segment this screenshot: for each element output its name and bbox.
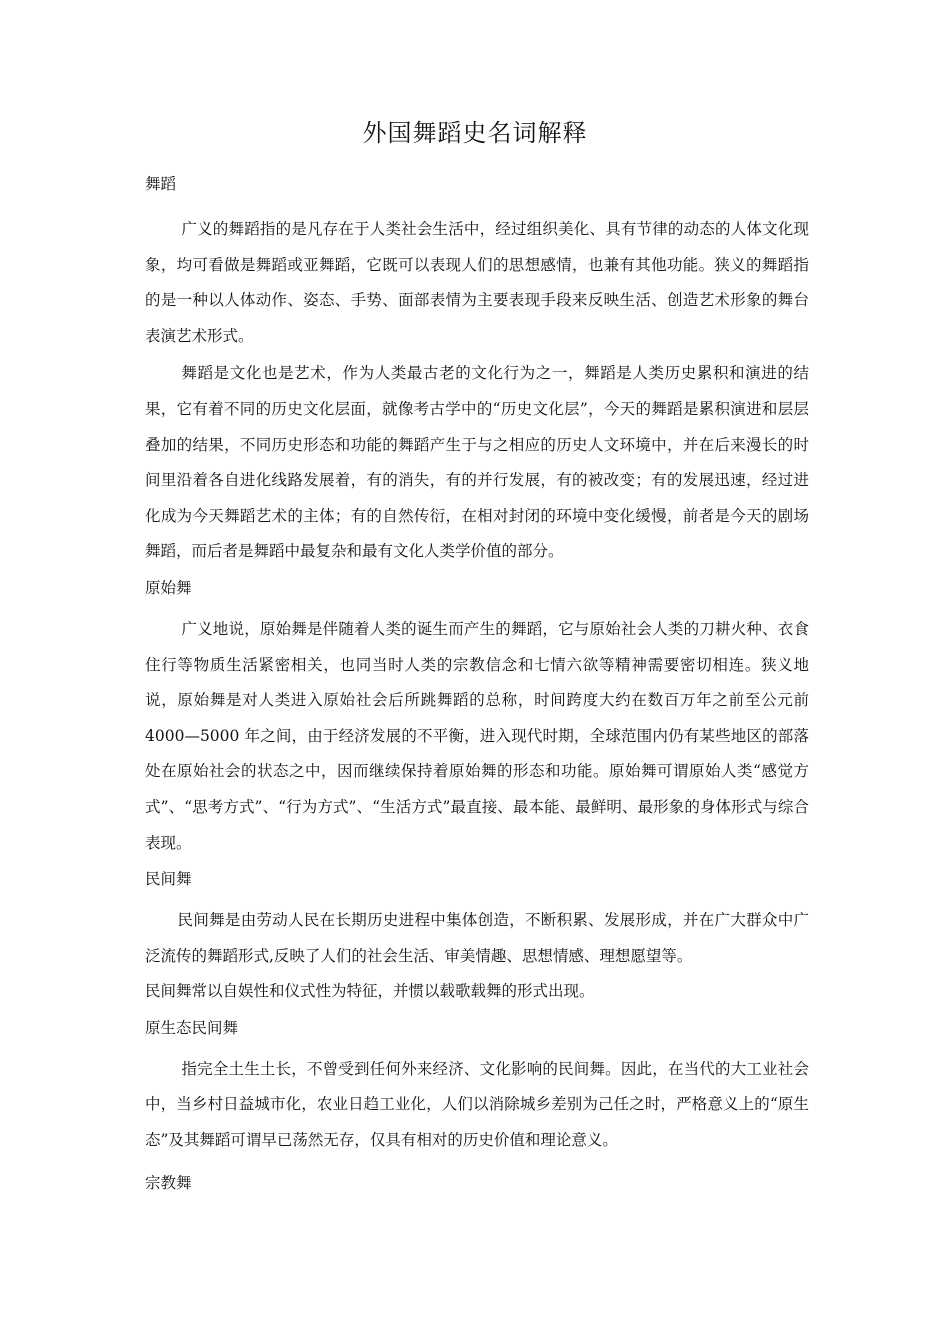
paragraph-folk-dance-definition: 民间舞是由劳动人民在长期历史进程中集体创造，不断积累、发展形成，并在广大群众中广泛流传的舞蹈形式,反映了人们的社会生活、审美情趣、思想情感、理想愿望等。	[145, 911, 809, 965]
paragraph-dance-definition: 广义的舞蹈指的是凡存在于人类社会生活中，经过组织美化、具有节律的动态的人体文化现象，均可看做是舞蹈或亚舞蹈，它既可以表现人们的思想感情，也兼有其他功能。狭义的舞蹈指的是一种以人体动作、姿态、手势、面部表情为主要表现手段来反映生活、创造艺术形象的舞台表演艺术形式。	[145, 220, 809, 345]
term-heading-dance: 舞蹈	[145, 175, 177, 193]
document-title: 外国舞蹈史名词解释	[362, 119, 588, 147]
term-heading-primitive-dance: 原始舞	[145, 578, 192, 597]
paragraph-original-folk-dance: 指完全土生土长，不曾受到任何外来经济、文化影响的民间舞。因此，在当代的大工业社会中，当乡村日益城市化，农业日趋工业化，人们以消除城乡差别为己任之时，严格意义上的“原生态”及其舞蹈可谓早已荡然无存，仅具有相对的历史价值和理论意义。	[145, 1059, 809, 1150]
paragraph-primitive-dance: 广义地说，原始舞是伴随着人类的诞生而产生的舞蹈，它与原始社会人类的刀耕火种、衣食住行等物质生活紧密相关，也同当时人类的宗教信念和七情六欲等精神需要密切相连。狭义地说，原始舞是对人类进入原始社会后所跳舞蹈的总称，时间跨度大约在数百万年之前至公元前 4000—5000 年之间，由于经济发展的不平衡，进入现代时期，全球范围内仍有某些地区的部落处在原始社会的状态之中，因而继续保持着原始舞的形态和功能。原始舞可谓原始人类“感觉方式”、“思考方式”、“行为方式”、“生活方式”最直接、最本能、最鲜明、最形象的身体形式与综合表现。	[145, 619, 809, 852]
term-heading-original-folk-dance: 原生态民间舞	[145, 1018, 239, 1037]
term-heading-folk-dance: 民间舞	[145, 870, 192, 889]
document-body	[145, 170, 809, 1197]
term-heading-religious-dance: 宗教舞	[145, 1173, 192, 1192]
paragraph-dance-culture: 舞蹈是文化也是艺术，作为人类最古老的文化行为之一，舞蹈是人类历史累积和演进的结果，它有着不同的历史文化层面，就像考古学中的“历史文化层”，今天的舞蹈是累积演进和层层叠加的结果，不同历史形态和功能的舞蹈产生于与之相应的历史人文环境中，并在后来漫长的时间里沿着各自进化线路发展着，有的消失，有的并行发展，有的被改变；有的发展迅速，经过进化成为今天舞蹈艺术的主体；有的自然传衍，在相对封闭的环境中变化缓慢，前者是今天的剧场舞蹈，而后者是舞蹈中最复杂和最有文化人类学价值的部分。	[145, 364, 809, 561]
paragraph-folk-dance-features: 民间舞常以自娱性和仪式性为特征，并惯以载歌载舞的形式出现。	[145, 982, 595, 1001]
